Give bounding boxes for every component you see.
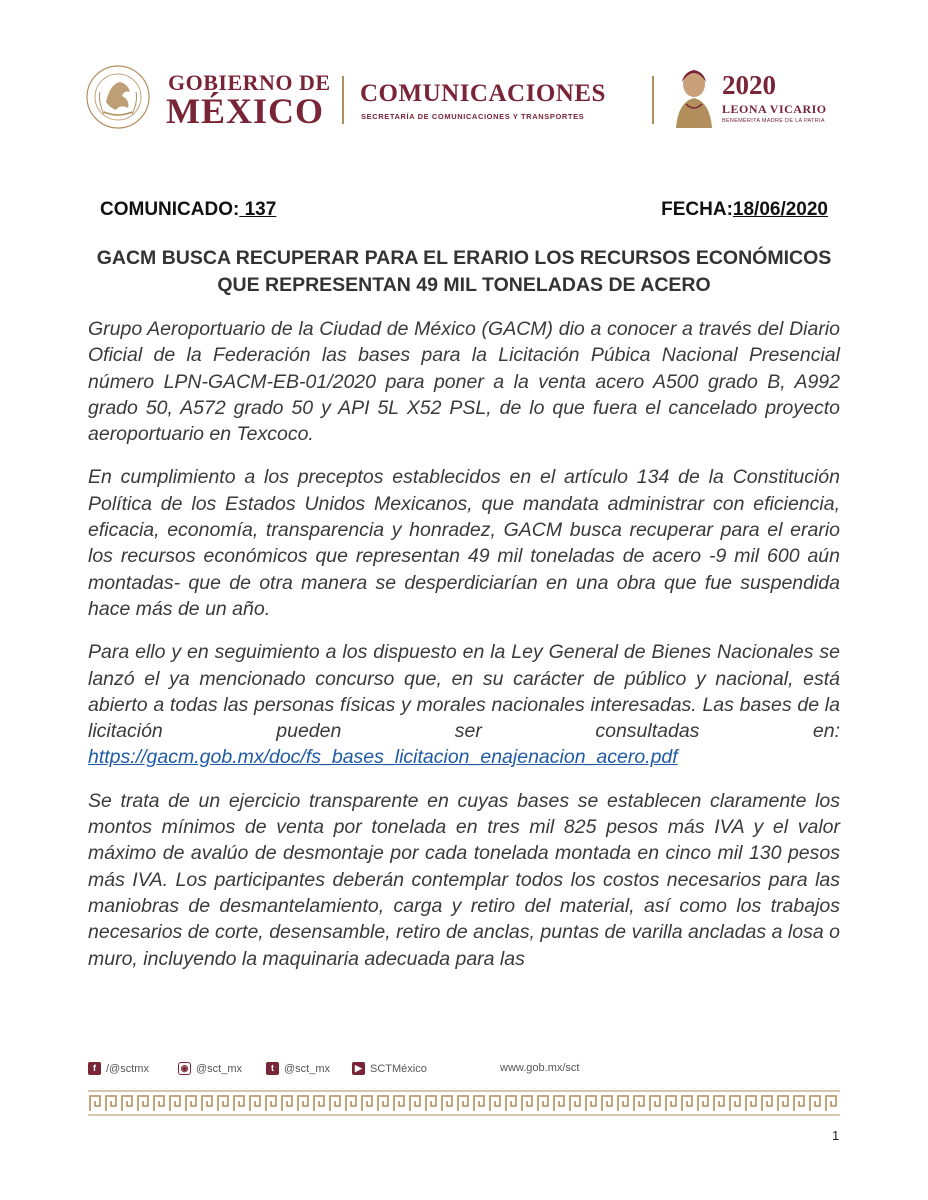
social-links <box>88 1062 840 1080</box>
comunicado-number <box>100 199 276 221</box>
youtube-link[interactable] <box>352 1062 427 1075</box>
gob-line1: GOBIERNO DE <box>168 70 331 95</box>
bases-licitacion-link[interactable]: https://gacm.gob.mx/doc/fs_bases_licitacion_enajenacion_acero.pdf <box>88 746 678 769</box>
twitter-link[interactable] <box>266 1062 330 1075</box>
website-url: www.gob.mx/sct <box>500 1062 580 1074</box>
national-seal-icon <box>80 62 158 132</box>
comunicado-label: COMUNICADO: <box>100 199 240 220</box>
header-divider <box>652 76 654 124</box>
leona-vicario-label: LEONA VICARIO <box>722 102 827 116</box>
decorative-greca-border <box>88 1090 840 1116</box>
paragraph-1: Grupo Aeroportuario de la Ciudad de México (GACM) dio a conocer a través del Diario Oficial de la Federación las bases para la Licitación Púbica Nacional Presencial número LPN-GACM-EB-01/2020 para poner a la venta acero A500 grado B, A992 grado 50, A572 grado 50 y API 5L X52 PSL, de lo que fuera el cancelado proyecto aeroportuario en Texcoco. <box>88 318 840 446</box>
header-divider <box>342 76 344 124</box>
paragraph-3 <box>88 639 840 770</box>
paragraph-4: Se trata de un ejercicio transparente en cuyas bases se establecen claramente los montos mínimos de venta por tonelada en tres mil 825 pesos más IVA y el valor máximo de avalúo de desmontaje por cada tonelada montada en cinco mil 130 pesos más IVA. Los participantes deberán contemplar todos los costos necesarios para las maniobras de desmantelamiento, carga y retiro del material, así como los trabajos necesarios de corte, desensamble, retiro de anclas, puntas de varilla ancladas a losa o muro, incluyendo la maquinaria adecuada para las <box>88 789 840 970</box>
press-release-body <box>88 316 840 989</box>
twitter-handle: @sct_mx <box>284 1062 331 1075</box>
fecha-value: 18/06/2020 <box>732 199 828 220</box>
comunicaciones-title: COMUNICACIONES <box>360 80 606 107</box>
gobierno-de-mexico-logo <box>80 62 330 132</box>
website-link[interactable] <box>500 1062 579 1074</box>
facebook-link[interactable] <box>88 1062 149 1075</box>
youtube-handle: SCTMéxico <box>370 1062 427 1075</box>
fecha <box>661 199 828 221</box>
page-number: 1 <box>832 1128 840 1143</box>
youtube-icon: ▶ <box>352 1062 365 1075</box>
instagram-icon: ◉ <box>178 1062 191 1075</box>
gob-line2: MÉXICO <box>166 91 324 131</box>
instagram-handle: @sct_mx <box>196 1062 243 1075</box>
facebook-handle: /@sctmx <box>106 1062 149 1075</box>
twitter-icon: t <box>266 1062 279 1075</box>
comunicado-value: 137 <box>239 199 277 220</box>
press-release-title: GACM BUSCA RECUPERAR PARA EL ERARIO LOS RECURSOS ECONÓMICOS QUE REPRESENTAN 49 MIL TONELADAS DE ACERO <box>96 247 832 296</box>
facebook-icon: f <box>88 1062 101 1075</box>
paragraph-3-text: Para ello y en seguimiento a los dispuesto en la Ley General de Bienes Nacionales se lanzó el ya mencionado concurso que, en su carácter de público y nacional, está abierto a todas las personas físicas y morales nacionales interesadas. Las bases de la licitación pueden ser consultadas en: <box>88 641 840 743</box>
fecha-label: FECHA: <box>661 199 733 220</box>
paragraph-2: En cumplimiento a los preceptos establecidos en el artículo 134 de la Constitución Política de los Estados Unidos Mexicanos, que mandata administrar con eficiencia, eficacia, economía, transparencia y honradez, GACM busca recuperar para el erario los recursos económicos que representan 49 mil toneladas de acero -9 mil 600 aún montadas- que de otra manera se desperdiciarían en una obra que fue suspendida hace más de un año. <box>88 466 840 620</box>
header-logos <box>80 62 860 132</box>
comunicaciones-subtitle: SECRETARÍA DE COMUNICACIONES Y TRANSPORTES <box>361 112 585 121</box>
instagram-link[interactable] <box>178 1062 242 1075</box>
leona-vicario-portrait-icon <box>672 64 716 128</box>
year-2020: 2020 <box>722 70 776 100</box>
benemerita-label: BENEMÉRITA MADRE DE LA PATRIA <box>722 118 825 124</box>
comunicado-meta <box>100 199 828 227</box>
